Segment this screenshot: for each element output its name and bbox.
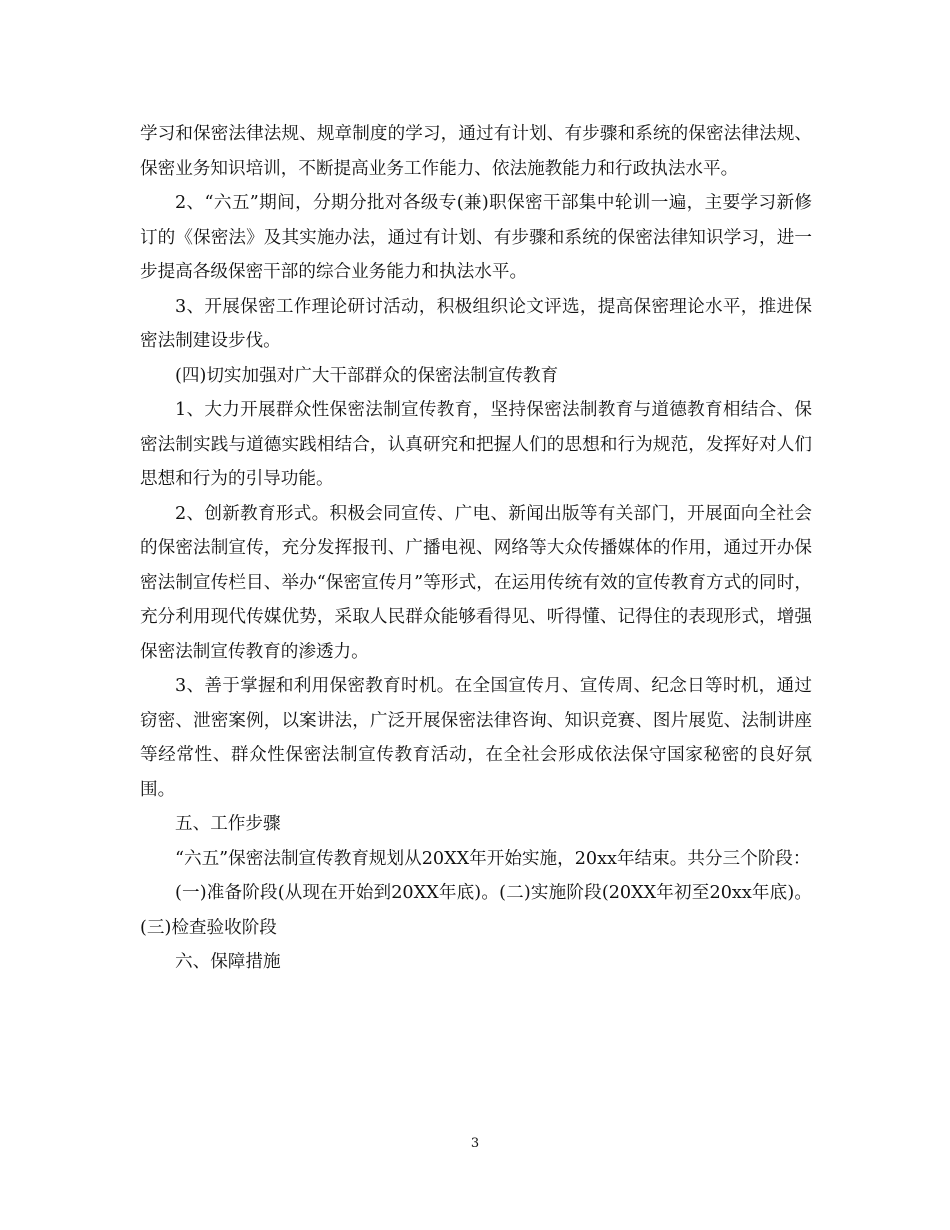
paragraph-item-2: 2、“六五”期间，分期分批对各级专(兼)职保密干部集中轮训一遍，主要学习新修订的《保密法》及其实施办法，通过有计划、有步骤和系统的保密法律知识学习，进一步提高各级保密干部的综合业务能力和执法水平。 xyxy=(140,193,812,282)
paragraph-continuation: 学习和保密法律法规、规章制度的学习，通过有计划、有步骤和系统的保密法律法规、保密业务知识培训，不断提高业务工作能力、依法施教能力和行政执法水平。 xyxy=(140,124,812,179)
section-heading-4: (四)切实加强对广大干部群众的保密法制宣传教育 xyxy=(175,365,559,386)
paragraph-plan-stages: “六五”保密法制宣传教育规划从20XX年开始实施，20xx年结束。共分三个阶段： xyxy=(175,848,811,869)
paragraph-item-2b: 2、创新教育形式。积极会同宣传、广电、新闻出版等有关部门，开展面向全社会的保密法制宣传，充分发挥报刊、广播电视、网络等大众传播媒体的作用，通过开办保密法制宣传栏目、举办“保密宣传月”等形式，在运用传统有效的宣传教育方式的同时，充分利用现代传媒优势，采取人民群众能够看得见、听得懂、记得住的表现形式，增强保密法制宣传教育的渗透力。 xyxy=(140,503,812,662)
section-heading-work-steps: 五、工作步骤 xyxy=(175,814,281,834)
page-number: 3 xyxy=(470,1136,480,1151)
paragraph-item-3b: 3、善于掌握和利用保密教育时机。在全国宣传月、宣传周、纪念日等时机，通过窃密、泄密案例，以案讲法，广泛开展保密法律咨询、知识竞赛、图片展览、法制讲座等经常性、群众性保密法制宣传教育活动，在全社会形成依法保守国家秘密的良好氛围。 xyxy=(140,676,812,800)
section-heading-safeguards: 六、保障措施 xyxy=(175,952,281,972)
document-body xyxy=(140,117,812,980)
paragraph-item-1: 1、大力开展群众性保密法制宣传教育，坚持保密法制教育与道德教育相结合、保密法制实践与道德实践相结合，认真研究和把握人们的思想和行为规范，发挥好对人们思想和行为的引导功能。 xyxy=(140,400,812,489)
paragraph-stage-list: (一)准备阶段(从现在开始到20XX年底)。(二)实施阶段(20XX年初至20xx年底)。(三)检查验收阶段 xyxy=(140,883,812,938)
paragraph-item-3: 3、开展保密工作理论研讨活动，积极组织论文评选，提高保密理论水平，推进保密法制建设步伐。 xyxy=(140,296,812,351)
